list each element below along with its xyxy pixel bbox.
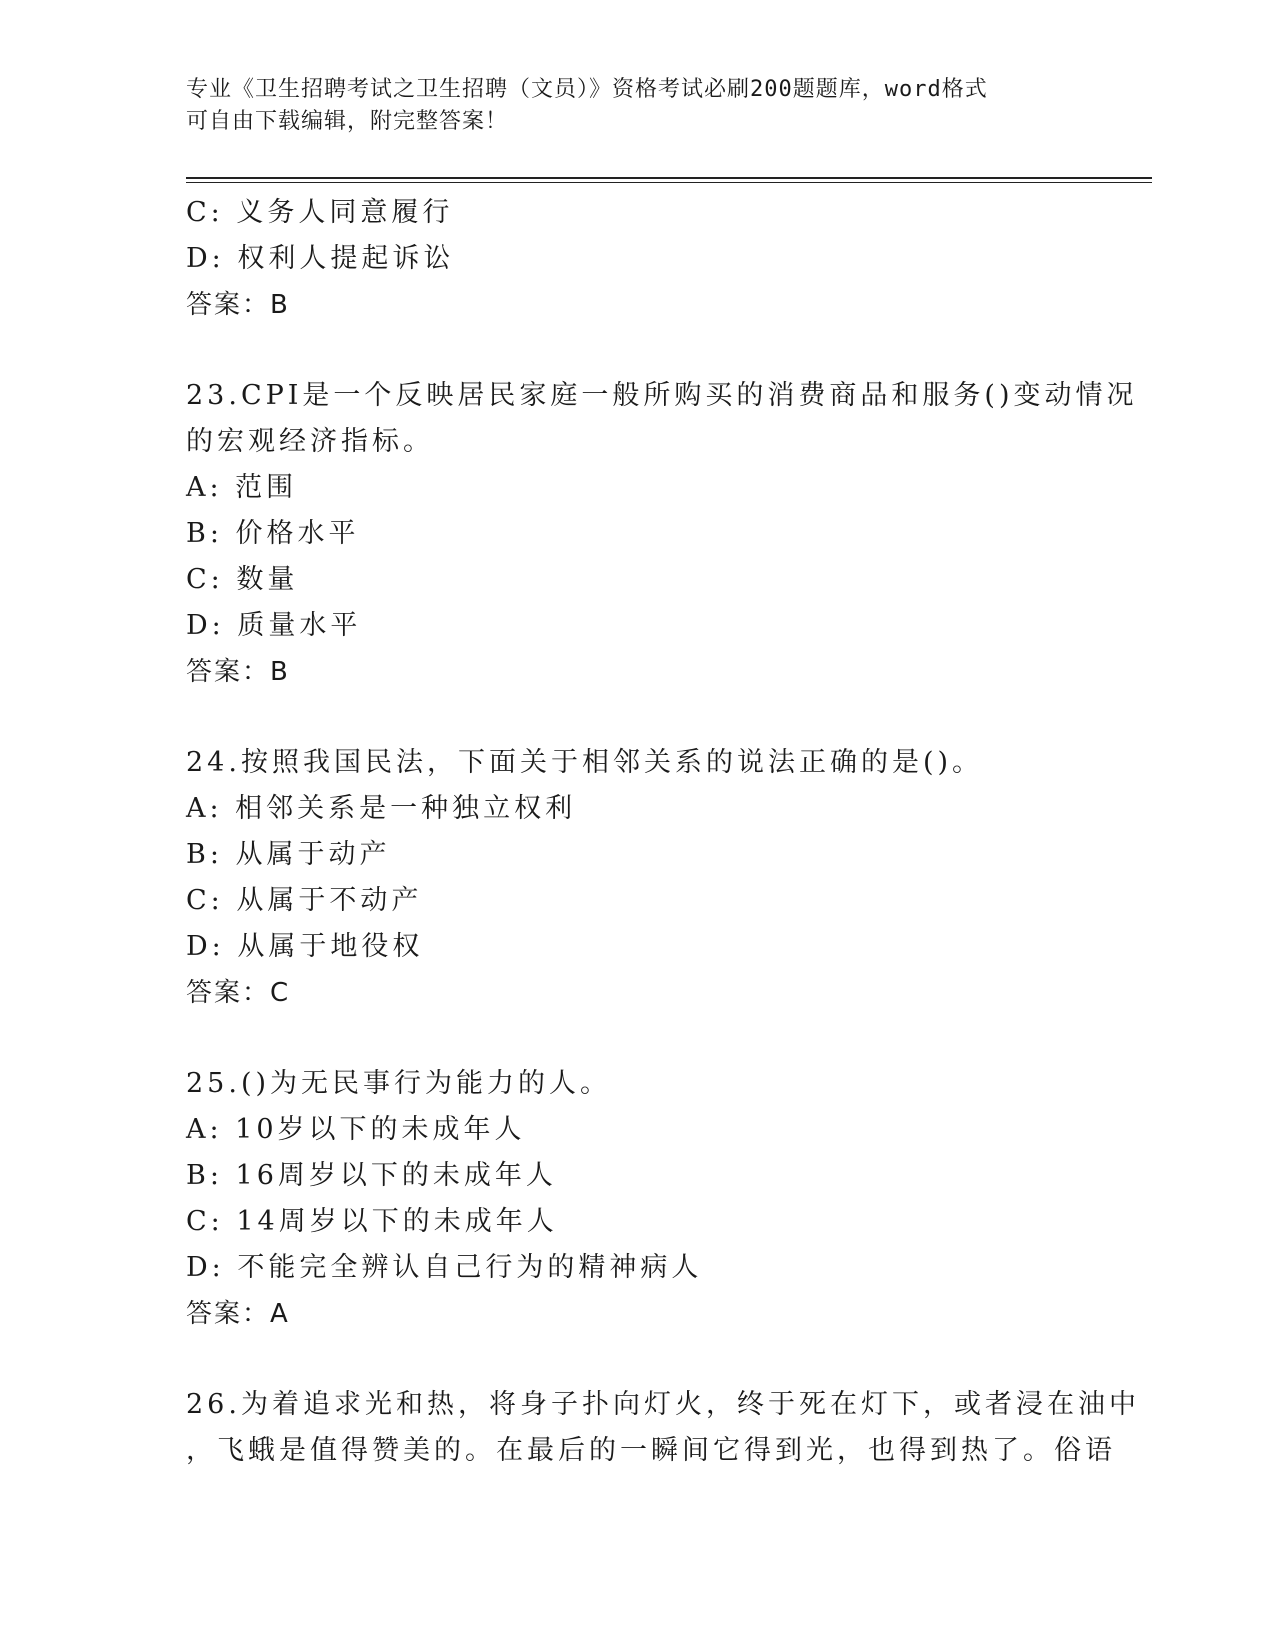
question-block-prev [186,190,1076,328]
document-header [186,74,1066,138]
header-title-line-2: 可自由下载编辑，附完整答案！ [186,109,509,134]
option-c: C: 数量 [186,564,299,595]
option-b: B: 从属于动产 [186,839,391,870]
header-title-line-1: 专业《卫生招聘考试之卫生招聘（文员）》资格考试必刷200题题库，word格式 [186,77,988,102]
header-divider-thick [186,177,1152,179]
question-text-line-1: 26.为着追求光和热，将身子扑向灯火，终于死在灯下，或者浸在油中 [186,1389,1140,1420]
option-d: D: 质量水平 [186,610,362,641]
option-c: C: 从属于不动产 [186,885,423,916]
option-b: B: 价格水平 [186,518,360,549]
option-c: C: 14周岁以下的未成年人 [186,1206,558,1237]
question-text-line-2: ，飞蛾是值得赞美的。在最后的一瞬间它得到光，也得到热了。俗语 [186,1435,1116,1466]
option-c: C: 义务人同意履行 [186,197,454,228]
header-divider-thin [186,182,1152,183]
option-a: A: 相邻关系是一种独立权利 [186,793,577,824]
answer-line: 答案：B [186,290,290,320]
question-text-line-1: 24.按照我国民法，下面关于相邻关系的说法正确的是()。 [186,747,984,778]
question-block-24 [186,740,1076,1016]
question-block-25 [186,1061,1076,1337]
question-text-line-1: 25.()为无民事行为能力的人。 [186,1068,612,1099]
option-d: D: 不能完全辨认自己行为的精神病人 [186,1252,703,1283]
question-block-26 [186,1382,1140,1474]
question-text-line-2: 的宏观经济指标。 [186,426,434,457]
option-d: D: 权利人提起诉讼 [186,243,455,274]
option-a: A: 10岁以下的未成年人 [186,1114,526,1145]
option-a: A: 范围 [186,472,298,503]
answer-line: 答案：B [186,657,290,687]
answer-line: 答案：C [186,978,291,1008]
question-list [186,190,1140,1474]
question-text-line-1: 23.CPI是一个反映居民家庭一般所购买的消费商品和服务()变动情况 [186,380,1138,411]
option-b: B: 16周岁以下的未成年人 [186,1160,557,1191]
question-block-23 [186,373,1138,695]
answer-line: 答案：A [186,1299,290,1329]
option-d: D: 从属于地役权 [186,931,424,962]
